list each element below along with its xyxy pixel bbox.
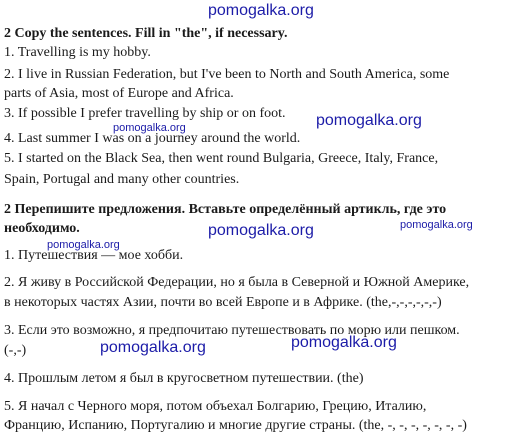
russian-line-1: 1. Путешествия — мое хобби. bbox=[4, 248, 184, 263]
russian-line-7: 5. Я начал с Черного моря, потом объехал Болгарию, Грецию, Италию, bbox=[4, 399, 427, 414]
russian-heading-1: 2 Перепишите предложения. Вставьте определённый артикль, где это bbox=[4, 202, 447, 217]
english-line-5: 4. Last summer I was on a journey around the world. bbox=[4, 131, 301, 146]
english-line-1: 1. Travelling is my hobby. bbox=[4, 45, 151, 60]
english-line-4: 3. If possible I prefer travelling by ship or on foot. bbox=[4, 106, 286, 121]
russian-line-2: 2. Я живу в Российской Федерации, но я была в Северной и Южной Америке, bbox=[4, 275, 470, 290]
watermark-lower-right: pomogalka.org bbox=[291, 334, 397, 351]
russian-line-4: 3. Если это возможно, я предпочитаю путешествовать по морю или пешком. bbox=[4, 323, 460, 338]
english-line-2: 2. I live in Russian Federation, but I've been to North and South America, some bbox=[4, 67, 450, 82]
watermark-center: pomogalka.org bbox=[208, 222, 314, 239]
watermark-top: pomogalka.org bbox=[208, 2, 314, 19]
english-line-7: Spain, Portugal and many other countries. bbox=[4, 172, 240, 187]
watermark-small-right: pomogalka.org bbox=[400, 219, 473, 231]
russian-line-8: Францию, Испанию, Португалию и многие другие страны. (the, -, -, -, -, -, -, -) bbox=[4, 418, 467, 433]
russian-line-5: (-,-) bbox=[4, 343, 27, 358]
russian-line-6: 4. Прошлым летом я был в кругосветном путешествии. (the) bbox=[4, 371, 364, 386]
russian-heading-2: необходимо. bbox=[4, 221, 80, 236]
watermark-lower-left: pomogalka.org bbox=[100, 339, 206, 356]
english-line-3: parts of Asia, most of Europe and Africa. bbox=[4, 86, 234, 101]
watermark-right-upper: pomogalka.org bbox=[316, 112, 422, 129]
english-heading: 2 Copy the sentences. Fill in "the", if necessary. bbox=[4, 26, 288, 41]
watermark-small-upper: pomogalka.org bbox=[113, 122, 186, 134]
watermark-small-left: pomogalka.org bbox=[47, 239, 120, 251]
english-line-6: 5. I started on the Black Sea, then went round Bulgaria, Greece, Italy, France, bbox=[4, 151, 439, 166]
russian-line-3: в некоторых частях Азии, почти во всей Европе и в Африке. (the,-,-,-,-,-,-) bbox=[4, 295, 442, 310]
